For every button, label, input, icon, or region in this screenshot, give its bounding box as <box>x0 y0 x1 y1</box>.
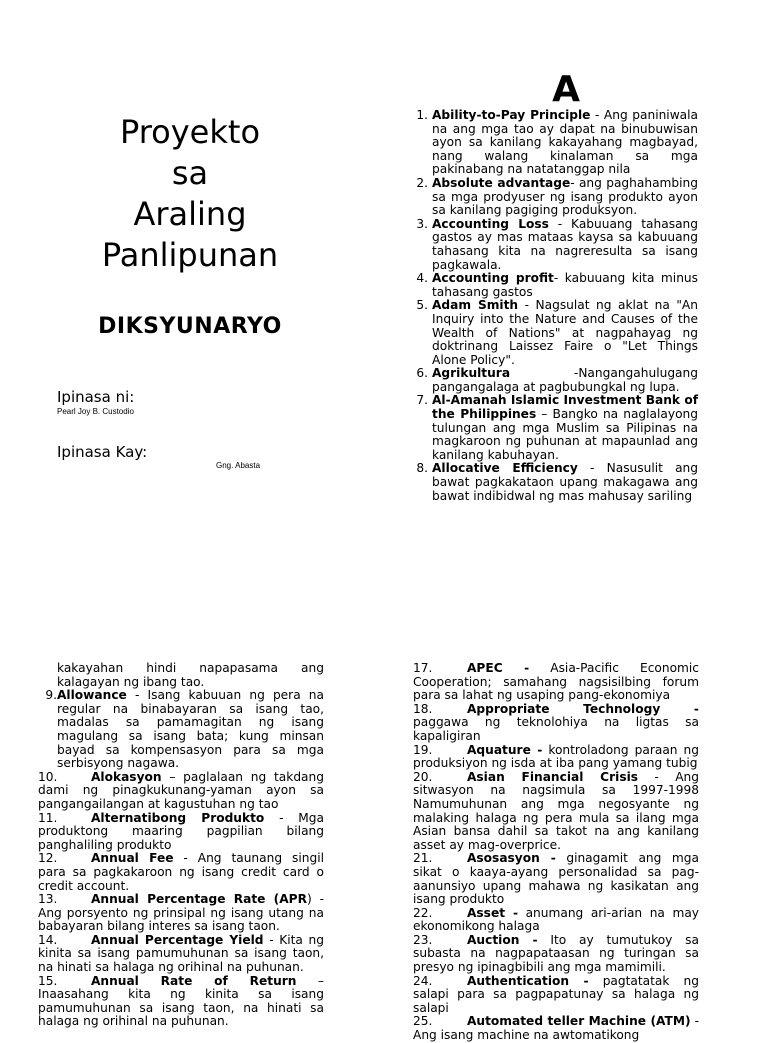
entry-number: 23. <box>413 932 433 947</box>
left-entry-list <box>38 661 325 1029</box>
list-item <box>38 893 324 934</box>
section-letter: A <box>552 69 580 110</box>
list-item <box>408 367 698 394</box>
continuation-text: kakayahan hindi napapasama ang kalagayan ng ibang tao. <box>57 661 324 689</box>
list-item <box>413 907 699 934</box>
entry-definition: - Ang paniniwala na ang mga tao ay dapat na binubuwisan ayon sa kanilang kakayahang magbayad, nang walang kinalaman sa mga pakinabang na natatanggap nila <box>432 108 698 177</box>
ipinasa-kay-label: Ipinasa Kay: <box>57 443 148 461</box>
entry-definition: - kabuuang kita minus tahasang gastos <box>432 271 698 299</box>
entry-number: 2. <box>416 175 428 190</box>
entry-term: Alternatibong Produkto <box>91 810 265 825</box>
entry-number: 9. <box>45 688 57 703</box>
entry-definition: - Ang sitwasyon na nagsimula sa 1997-1998 Namumuhunan ang mga negosyante ng malaking halaga ng pera mula sa ilang mga Asian bansa dahil sa takot na ang kanilang asset ay mag-overprice. <box>413 769 699 852</box>
entry-term: APEC - <box>467 661 530 675</box>
entry-definition: – paglalaan ng takdang dami ng pinagkukunang-yaman ayon sa pangangailangan at kagustuhan ng tao <box>38 769 324 811</box>
entry-term: Annual Percentage Yield <box>91 932 264 947</box>
entry-number: 24. <box>413 973 433 988</box>
entry-term: Appropriate Technology - <box>467 701 699 716</box>
entry-term: Allowance <box>57 688 127 703</box>
list-item <box>38 771 324 812</box>
list-item <box>38 812 324 853</box>
entry-number: 10. <box>38 769 58 784</box>
entry-number: 21. <box>413 851 433 866</box>
cover-title-line: Panlipunan <box>101 236 279 274</box>
entry-term: Accounting profit <box>432 271 554 286</box>
entry-definition: Asia-Pacific Economic Cooperation; samahang nagsisilbing forum para sa lahat ng usaping pang-ekonomiya <box>413 661 700 703</box>
entry-definition: pagtatatak ng salapi para sa pagpapatunay sa halaga ng salapi <box>413 973 699 1015</box>
entry-number: 5. <box>416 298 428 313</box>
cover-title-line: Proyekto <box>119 113 261 151</box>
entry-term: Authentication - <box>467 973 589 988</box>
list-item <box>38 852 324 893</box>
entry-term: Adam Smith <box>432 298 519 313</box>
entry-term: Annual Percentage Rate (APR <box>91 892 307 907</box>
entry-term: Accounting Loss <box>432 216 549 231</box>
entry-number: 13. <box>38 892 58 907</box>
cover-title-line: Araling <box>133 195 247 233</box>
list-item <box>408 177 698 218</box>
right-entry-list <box>413 661 700 1043</box>
list-item <box>413 771 699 853</box>
list-item <box>408 394 698 462</box>
entry-number: 8. <box>416 461 428 476</box>
entry-term: Allocative Efficiency <box>432 461 578 476</box>
entry-term: Agrikultura <box>432 366 511 381</box>
entry-number: 15. <box>38 973 58 988</box>
entry-term: Asosasyon - <box>467 851 556 866</box>
entry-definition: - Kabuuang tahasang gastos ay mas mataas kaysa sa kabuuang tahasang kita na nagreresulta sa isang pagkawala. <box>432 216 698 272</box>
list-item <box>413 744 699 771</box>
ipinasa-ni-name: Pearl Joy B. Custodio <box>57 407 134 416</box>
cover-subtitle: DIKSYUNARYO <box>98 314 282 339</box>
list-item <box>408 299 698 367</box>
entry-definition: paggawa ng teknolohiya na ligtas sa kapaligiran <box>413 715 699 743</box>
entry-definition: - Kita ng kinita sa isang pamumuhunan sa isang taon, na hinati sa halaga ng orihinal na puhunan. <box>38 932 325 975</box>
entry-definition: anumang ari-arian na may ekonomikong halaga <box>413 905 699 934</box>
entry-number: 11. <box>38 810 58 825</box>
entry-term: Absolute advantage <box>432 175 571 190</box>
cover-title <box>60 112 320 276</box>
list-item <box>413 703 699 744</box>
entry-number: 3. <box>416 216 428 231</box>
entry-definition: - Nagsulat ng aklat na "An Inquiry into the Nature and Causes of the Wealth of Nations" at nagpahayag ng doktrinang Laissez Faire o "Let Things Alone Policy". <box>432 298 698 367</box>
entry-number: 4. <box>416 271 428 286</box>
entry-term: Asian Financial Crisis <box>467 769 638 784</box>
list-item <box>408 109 698 177</box>
entry-definition: – Bangko na naglalayong tulungan ang mga Muslim sa Pilipinas na magkaroon ng puhunan at mapaunlad ang kanilang kabuhayan. <box>432 407 698 462</box>
list-item <box>413 662 699 703</box>
entry-definition: - Isang kabuuan ng pera na regular na binabayaran sa isang tao, madalas sa pamamagitan ng isang magulang sa isang bata; kung minsan bayad sa kompensasyon para sa mga serbisyong nagawa. <box>57 688 324 771</box>
list-item <box>38 934 324 975</box>
entry-definition: - Ang isang machine na awtomatikong <box>413 1014 699 1043</box>
entry-term: Auction - <box>467 932 538 947</box>
entry-number: 12. <box>38 851 58 866</box>
entry-term: Ability-to-Pay Principle <box>432 108 591 122</box>
entry-definition: - Mga produktong maaring pagpilian bilang panghaliling produkto <box>38 810 324 852</box>
entry-number: 14. <box>38 932 58 947</box>
list-item <box>408 218 698 272</box>
entry-number: 7. <box>416 393 428 408</box>
entry-term: Asset - <box>467 905 519 920</box>
entry-definition: ginagamit ang mga sikat o kaaya-ayang personalidad sa pag-aanunsiyo upang mahawa ng kasikatan ang isang produkto <box>413 851 700 907</box>
entry-definition: -Nangangahulugang pangangalaga at pagbubungkal ng lupa. <box>432 366 698 394</box>
list-item <box>413 852 699 906</box>
entry-term: Aquature - <box>467 742 543 757</box>
ipinasa-ni-label: Ipinasa ni: <box>57 388 135 406</box>
entry-term: Al-Amanah Islamic Investment Bank of the Philippines <box>432 393 698 422</box>
entry-number: 25. <box>413 1014 433 1029</box>
list-item <box>413 975 699 1016</box>
list-item <box>38 975 324 1029</box>
entry-definition: ) - Ang porsyento ng prinsipal ng isang utang na babayaran bilang interes sa isang taon. <box>38 892 324 934</box>
entry-number: 6. <box>416 366 428 381</box>
entry-number: 20. <box>413 769 433 784</box>
list-item <box>408 272 698 299</box>
list-item <box>413 1015 699 1042</box>
cover-title-line: sa <box>171 154 209 192</box>
entry-term: Annual Fee <box>91 851 174 866</box>
entry-definition: - Nasusulit ang bawat pagkakataon upang makagawa ang bawat indibidwal ng mas mahusay sariling <box>432 461 699 503</box>
list-item <box>408 462 698 503</box>
top-entry-list <box>408 109 698 505</box>
entry-term: Alokasyon <box>91 769 162 784</box>
entry-definition: - Ang taunang singil para sa pagkakaroon ng isang credit card o credit account. <box>38 851 324 893</box>
entry-definition: – Inaasahang kita ng kinita sa isang pamumuhunan sa isang taon, na hinati sa halaga ng orihinal na puhunan. <box>38 973 325 1029</box>
entry-number: 19. <box>413 742 433 757</box>
entry-number: 22. <box>413 905 433 920</box>
entry-definition: Ito ay tumutukoy sa subasta na nagpapataasan ng turingan sa presyo ng ipinagbibili ang mga mamimili. <box>413 932 699 975</box>
entry-number: 17. <box>413 661 433 675</box>
entry-term: Annual Rate of Return <box>91 973 297 988</box>
entry-term: Automated teller Machine (ATM) <box>467 1014 691 1029</box>
list-item <box>413 934 699 975</box>
entry-definition: - ang paghahambing sa mga prodyuser ng isang produkto ayon sa kanilang pagiging produksyon. <box>432 175 698 218</box>
entry-number: 1. <box>416 108 428 122</box>
ipinasa-kay-name: Gng. Abasta <box>216 461 261 470</box>
entry-definition: kontroladong paraan ng produksiyon ng isda at iba pang yamang tubig <box>413 742 700 771</box>
list-item <box>38 689 324 771</box>
entry-number: 18. <box>413 701 433 716</box>
